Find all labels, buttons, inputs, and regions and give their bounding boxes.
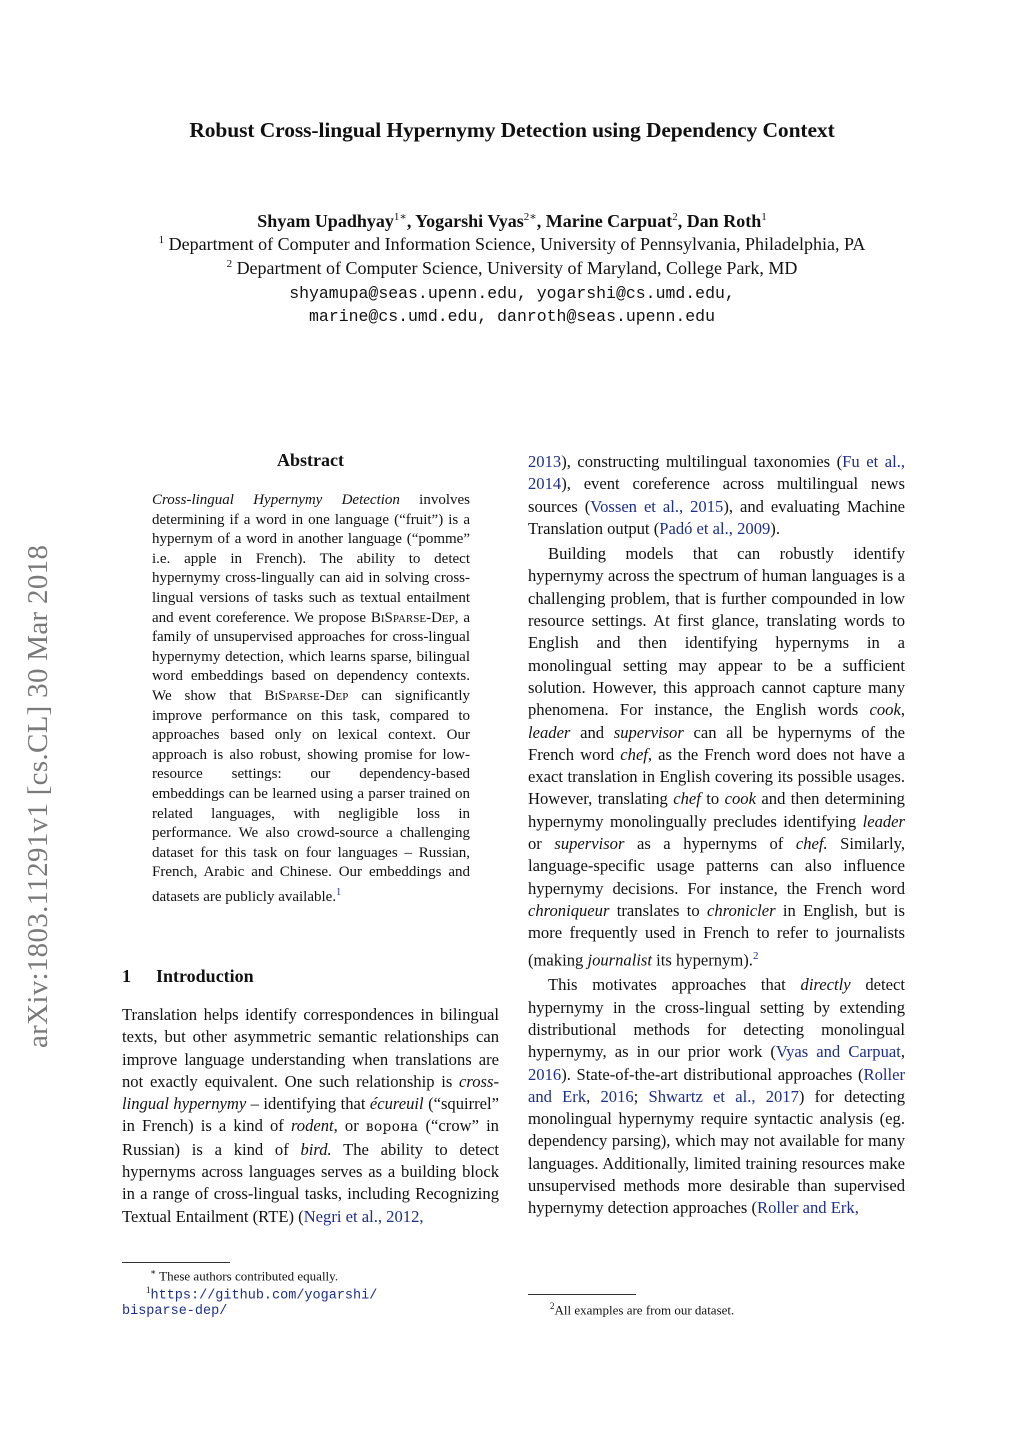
para-emph: cook bbox=[724, 789, 756, 809]
footnote-text: These authors contributed equally. bbox=[156, 1268, 339, 1284]
author-name: Shyam Upadhyay bbox=[257, 211, 394, 231]
abstract-text: involves determining if a word in one language (“fruit”) is a hypernym of a word in another language (“pomme” i.e. apple in French). The ability to detect hypernymy cross-lingually can aid in solving cross-lingual versions of tasks such as textual entailment and event coreference. We propose bbox=[152, 492, 470, 626]
para-emph: leader bbox=[528, 722, 571, 742]
abstract-text: , a family of unsupervised approaches for cross-lingual hypernymy detection, which learns sparse, bilingual word embeddings based on dependency contexts. We show that bbox=[152, 609, 470, 704]
affiliation-1 bbox=[0, 234, 1024, 255]
citation-link[interactable]: Negri et al., 2012, bbox=[303, 1206, 424, 1226]
abstract-body bbox=[152, 491, 470, 907]
affiliation-text: Department of Computer and Information Science, University of Pennsylvania, Philadelphia, PA bbox=[168, 234, 866, 254]
para-emph: rodent bbox=[290, 1116, 334, 1136]
paper-title: Robust Cross-lingual Hypernymy Detection using Dependency Context bbox=[189, 118, 835, 142]
author-mark: 1 bbox=[761, 211, 767, 223]
affiliation-text: Department of Computer Science, University of Maryland, College Park, MD bbox=[236, 258, 798, 278]
para-text: (“squirrel” in French) is a kind of bbox=[122, 1094, 500, 1136]
para-text: or bbox=[528, 834, 555, 854]
para-emph: chroniqueur bbox=[528, 900, 610, 920]
para-emph: chronicler bbox=[707, 900, 776, 920]
footnote-ref[interactable]: 1 bbox=[336, 886, 342, 898]
para-text: , or bbox=[333, 1116, 366, 1136]
citation-link[interactable]: 2013 bbox=[528, 452, 562, 471]
para-emph: cross-lingual hypernymy bbox=[122, 1071, 499, 1114]
abstract-text: can significantly improve performance on this task, compared to approaches based only on lexical context. Our approach is also robust, showing promise for low-resource settings: our dependency-based embeddings can be learned using a parser trained on related languages, with negligible loss in performance. We also crowd-source a challenging dataset for this task on four languages – Russian, French, Arabic and Chinese. Our embeddings and datasets are publicly available. bbox=[152, 687, 470, 905]
citation-link[interactable]: 2016 bbox=[600, 1086, 634, 1106]
footnote-rule bbox=[122, 1262, 230, 1263]
citation-link[interactable]: Shwartz et al., 2017 bbox=[648, 1086, 799, 1106]
para-text: This motivates approaches that bbox=[548, 975, 801, 995]
para-text: The ability to detect hypernyms across languages serves as a building block in a range of cross-lingual tasks, including Recognizing Textual Entailment (RTE) ( bbox=[122, 1139, 499, 1226]
affiliation-2 bbox=[0, 258, 1024, 279]
para-text: , bbox=[900, 1042, 906, 1062]
para-text: translates to bbox=[609, 900, 708, 920]
para-text: ). State-of-the-art distributional approaches ( bbox=[561, 1064, 864, 1084]
para-text: Translation helps identify correspondences in bilingual texts, but other asymmetric semantic relationships can improve language understanding when translations are not exactly equivalent. One such relationship is bbox=[122, 1005, 499, 1091]
para-emph: leader bbox=[862, 811, 905, 831]
intro-paragraph-3 bbox=[528, 974, 905, 1219]
para-emph: chef bbox=[673, 789, 701, 809]
author-mark: 2 bbox=[672, 211, 678, 223]
para-text: ; bbox=[633, 1086, 649, 1106]
para-text: , as the French word does not have a exact translation in English covering its possible usages. However, translating bbox=[528, 744, 905, 809]
para-emph: écureuil bbox=[369, 1094, 424, 1114]
footnote-mark: 1 bbox=[146, 1285, 151, 1295]
affiliation-mark: 1 bbox=[158, 234, 165, 246]
footnote-text: All examples are from our dataset. bbox=[554, 1302, 735, 1318]
footnote-1-cont bbox=[122, 1301, 482, 1320]
section-number: 1 bbox=[122, 966, 131, 986]
para-text: (“crow” in Russian) is a kind of bbox=[122, 1116, 499, 1159]
para-text: detect hypernymy in the cross-lingual setting by extending distributional methods for detecting monolingual hypernymy, as in our prior work ( bbox=[528, 975, 905, 1062]
footnote-rule bbox=[528, 1294, 636, 1295]
footnote-url[interactable]: bisparse-dep/ bbox=[122, 1304, 228, 1319]
para-text: , bbox=[900, 700, 905, 720]
russian-word: ворона bbox=[365, 1119, 419, 1136]
citation-link[interactable]: 2016 bbox=[528, 1064, 562, 1084]
para-emph: bird. bbox=[300, 1139, 332, 1159]
citation-link[interactable]: Vossen et al., 2015 bbox=[590, 496, 724, 516]
citation-link[interactable]: Vyas and Carpuat bbox=[775, 1042, 901, 1062]
footnote-mark: ∗ bbox=[150, 1267, 157, 1277]
method-name: BiSparse-Dep bbox=[264, 687, 349, 704]
para-text: in English, but is more frequently used in French to refer to journalists (making bbox=[528, 900, 905, 970]
author-name: Dan Roth bbox=[686, 211, 762, 231]
author-mark: 2∗ bbox=[523, 211, 537, 223]
abstract-term: Cross-lingual Hypernymy Detection bbox=[152, 492, 400, 508]
para-emph: chef. bbox=[795, 834, 828, 854]
para-emph: chef bbox=[620, 744, 648, 764]
para-text: Building models that can robustly identify hypernymy across the spectrum of human languages is a challenging problem, that is further compounded in low resource settings. At first glance, translating words to English and then identifying hypernyms in a monolingual setting may appear to be a sufficient solution. However, this approach cannot capture many phenomena. For instance, the English words bbox=[528, 544, 905, 720]
footnote-ref[interactable]: 2 bbox=[752, 949, 759, 962]
citation-link[interactable]: Padó et al., 2009 bbox=[659, 518, 771, 538]
footnote-url[interactable]: https://github.com/yogarshi/ bbox=[150, 1288, 378, 1304]
para-emph: supervisor bbox=[554, 834, 625, 854]
para-text: ) for detecting monolingual hypernymy require syntactic analysis (eg. dependency parsing), which may not available for many languages. Additionally, limited training resources make unsupervised methods more desirable than supervised hypernymy detection approaches ( bbox=[528, 1086, 905, 1218]
method-name: BiSparse-Dep bbox=[370, 609, 455, 626]
para-text: its hypernym). bbox=[652, 950, 753, 970]
intro-paragraph-1 bbox=[122, 1004, 499, 1228]
right-column bbox=[528, 451, 905, 1220]
footnote-mark: 2 bbox=[550, 1301, 555, 1311]
para-emph: directly bbox=[800, 975, 851, 995]
para-text: Similarly, language-specific usage patterns can also influence hypernymy decisions. For instance, the French word bbox=[528, 834, 905, 898]
author-name: Marine Carpuat bbox=[545, 211, 673, 231]
para-text: ), constructing multilingual taxonomies ( bbox=[561, 452, 843, 471]
email-line-2: marine@cs.umd.edu, danroth@seas.upenn.edu bbox=[309, 307, 715, 326]
abstract-heading: Abstract bbox=[277, 450, 344, 470]
section-title: Introduction bbox=[156, 966, 254, 986]
footnote-2 bbox=[550, 1298, 910, 1318]
citation-link[interactable]: Roller and Erk bbox=[528, 1064, 905, 1106]
para-text: to bbox=[700, 789, 725, 809]
para-text: ), and evaluating Machine Translation output ( bbox=[528, 496, 905, 538]
affiliation-mark: 2 bbox=[226, 258, 233, 270]
author-mark: 1∗ bbox=[393, 211, 407, 223]
intro-paragraph-2 bbox=[528, 543, 905, 971]
para-emph: supervisor bbox=[613, 722, 684, 742]
para-emph: journalist bbox=[587, 950, 652, 970]
para-text: as a hypernyms of bbox=[624, 834, 796, 854]
author-name: Yogarshi Vyas bbox=[415, 211, 524, 231]
section-heading bbox=[122, 966, 254, 987]
para-text: – identifying that bbox=[246, 1094, 370, 1114]
citation-link[interactable]: Roller and Erk, bbox=[757, 1198, 859, 1218]
arxiv-stamp: arXiv:1803.11291v1 [cs.CL] 30 Mar 2018 bbox=[22, 544, 54, 1048]
para-text: and bbox=[570, 722, 614, 742]
para-text: and then determining hypernymy monolingually precludes identifying bbox=[528, 789, 905, 831]
para-text: ). bbox=[770, 518, 780, 538]
email-line-1: shyamupa@seas.upenn.edu, yogarshi@cs.umd.edu, bbox=[289, 284, 735, 303]
para-text: can all be hypernyms of the French word bbox=[528, 722, 905, 764]
citation-link[interactable]: Fu et al., 2014 bbox=[528, 452, 905, 494]
para-text: , bbox=[586, 1086, 601, 1106]
intro-paragraph-1-cont bbox=[528, 451, 905, 540]
para-text: ), event coreference across multilingual news sources ( bbox=[528, 474, 905, 516]
para-emph: cook bbox=[869, 700, 901, 720]
author-list: Shyam Upadhyay$^{1∗}$, Yogarshi Vyas$^{2∗}$, Marine Carpuat$^2$, Dan Roth$^1$ bbox=[257, 211, 767, 231]
